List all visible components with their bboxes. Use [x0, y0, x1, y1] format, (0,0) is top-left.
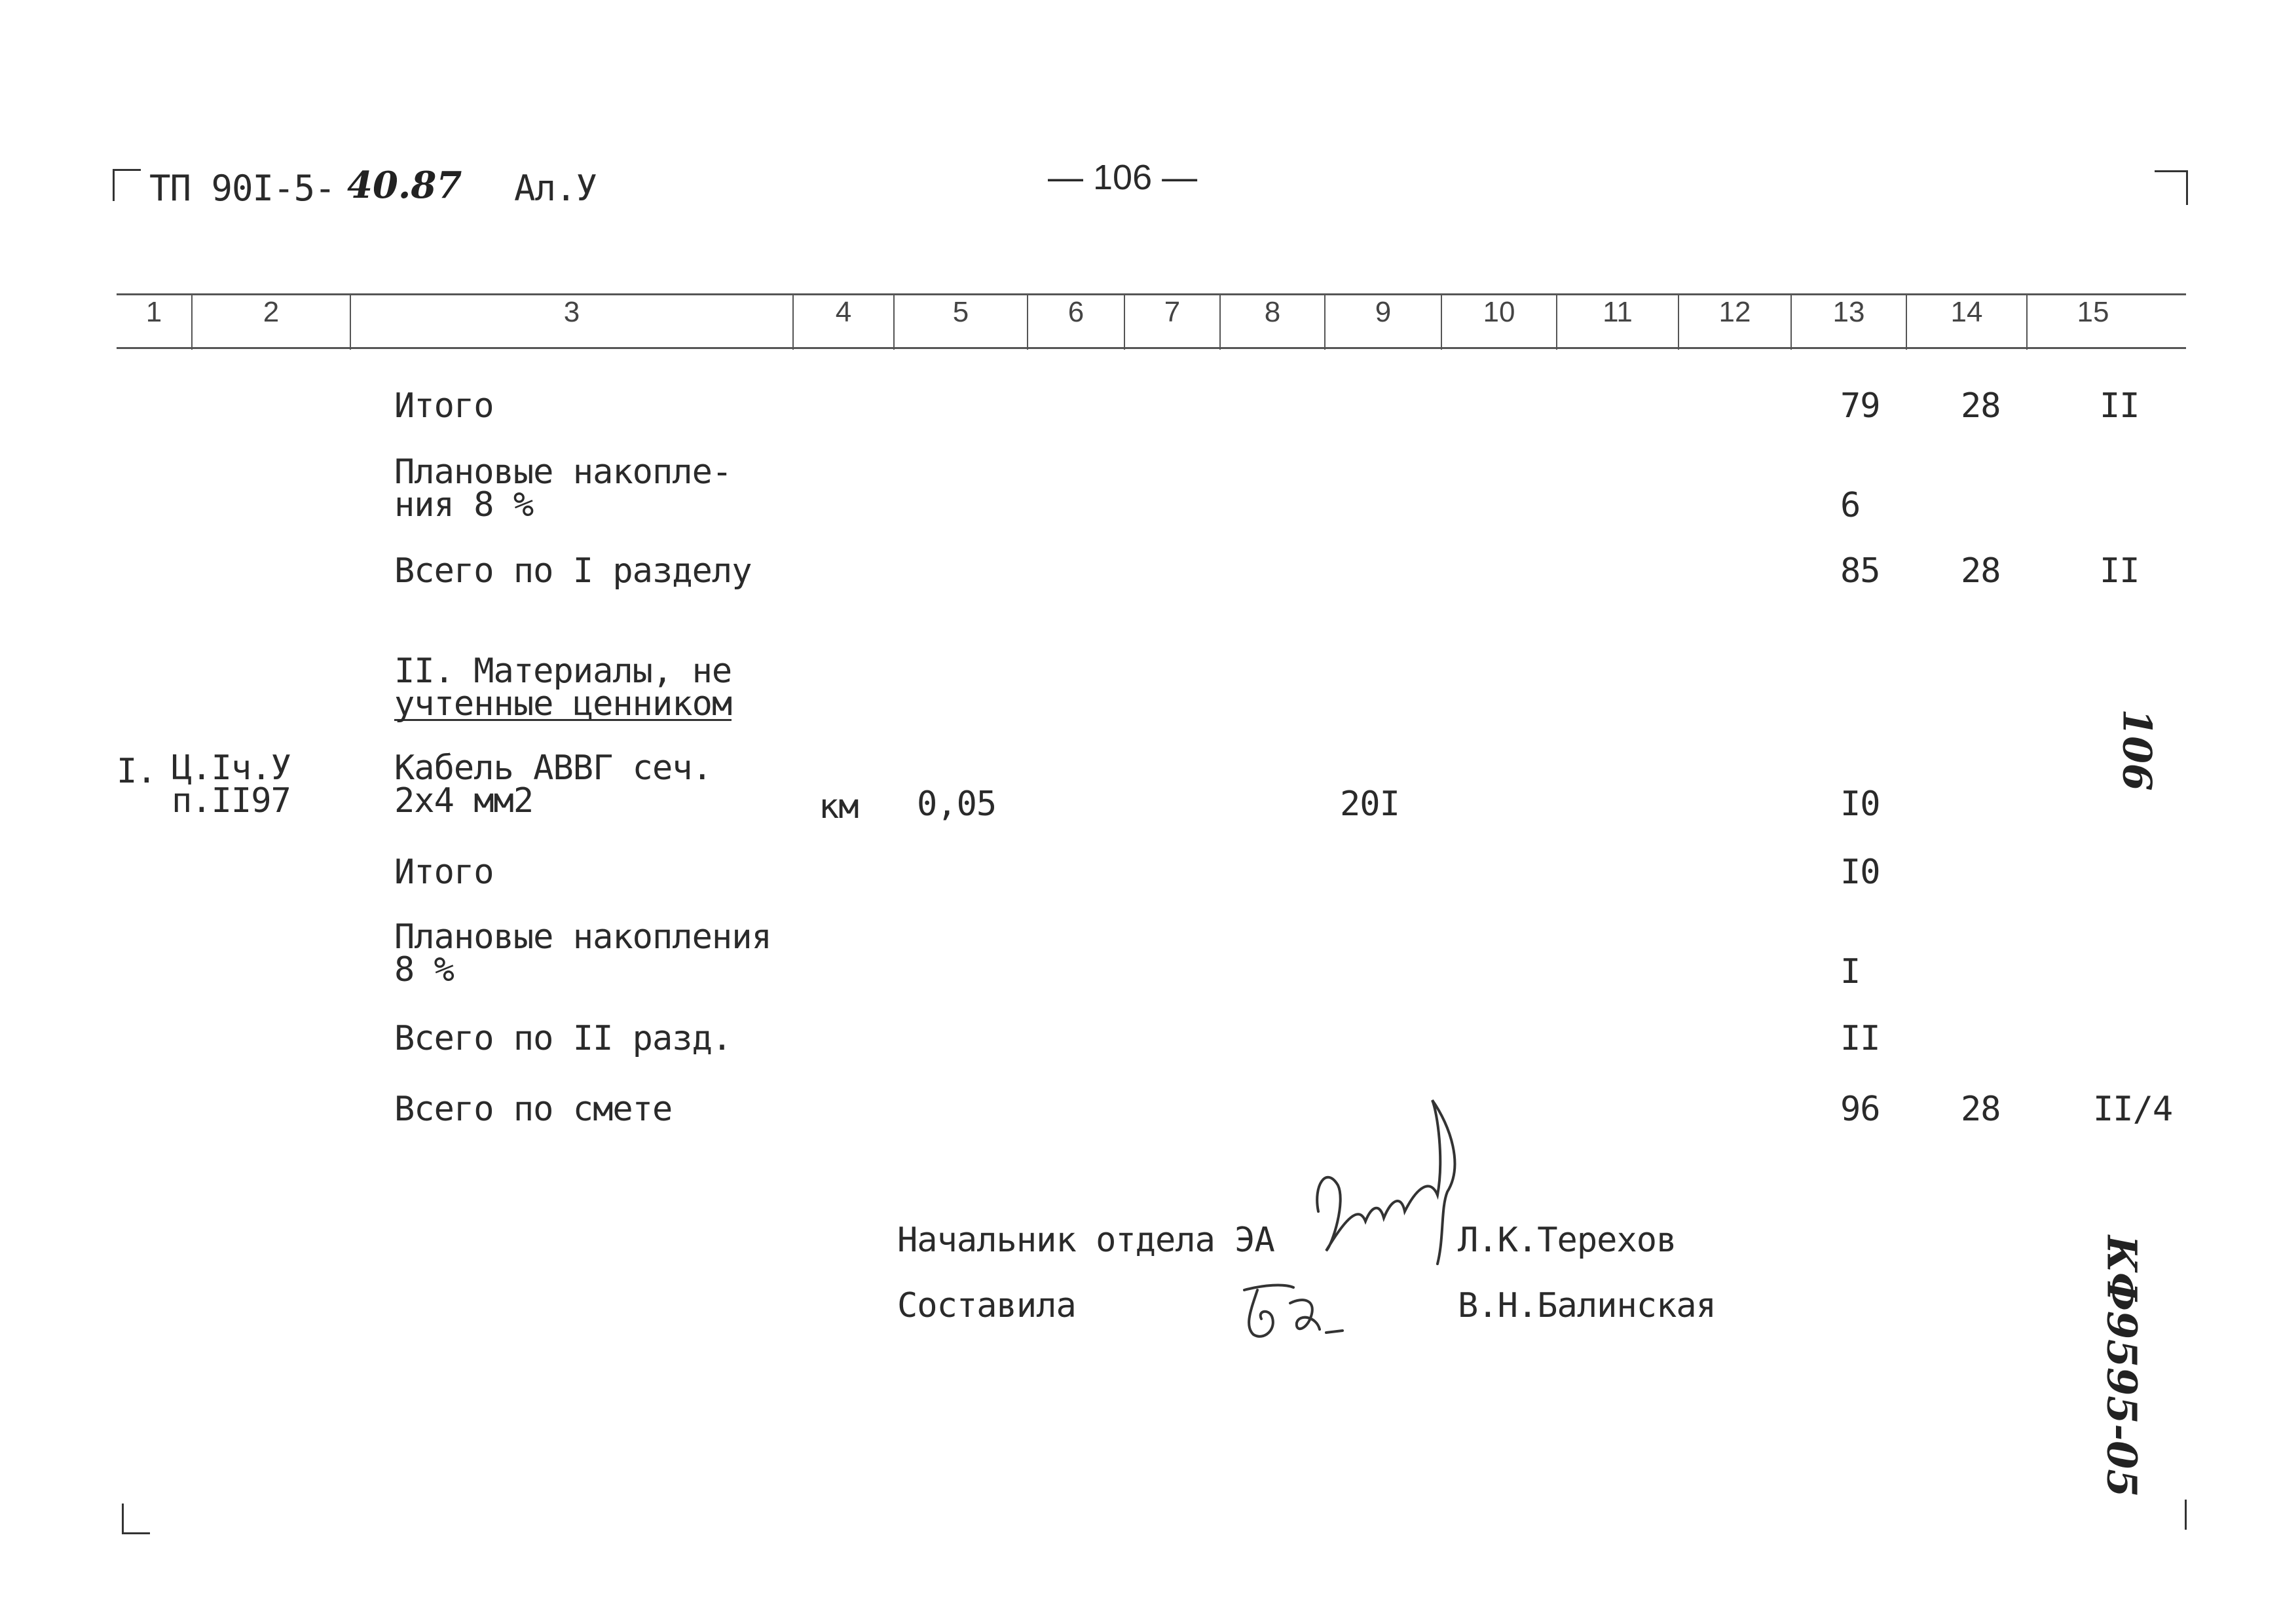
- page-number: [1048, 157, 1197, 198]
- cell-col14: 28: [1961, 386, 2001, 426]
- cell-col13: 79: [1840, 386, 1880, 426]
- head-signature: [1307, 1087, 1477, 1270]
- cell-col13: 6: [1840, 486, 1861, 525]
- head-title: Начальник отдела ЭА: [897, 1221, 1274, 1260]
- row-description-line: Кабель АВВГ сеч.: [394, 748, 712, 788]
- row-description: Всего по смете: [394, 1090, 673, 1129]
- cell-col13: I: [1840, 952, 1861, 991]
- cell-col13: I0: [1840, 784, 1880, 824]
- table-header-top-rule: [117, 293, 2186, 295]
- margin-page-number: 106: [2113, 709, 2160, 791]
- row-description: [394, 748, 712, 821]
- row-description-line: Плановые накопления: [394, 917, 771, 957]
- doc-code: ТП 90I-5-: [149, 168, 335, 209]
- corner-mark-bottom-right: [2185, 1500, 2187, 1530]
- row-description: Всего по I разделу: [394, 551, 752, 591]
- row-description-line: Плановые накопле-: [394, 452, 732, 492]
- row-description-line: 8 %: [394, 950, 454, 989]
- doc-code-handwritten: 40.87: [347, 164, 462, 207]
- column-number: 14: [1950, 296, 1983, 328]
- cell-col15: II/4: [2093, 1090, 2173, 1129]
- column-number: 3: [563, 296, 580, 328]
- column-number: 15: [2077, 296, 2109, 328]
- cell-col15: II: [2100, 551, 2140, 591]
- row-description: Итого: [394, 853, 494, 892]
- column-number: 4: [835, 296, 852, 328]
- compiler-title: Составила: [897, 1286, 1076, 1325]
- row-description-line: 2х4 мм2: [394, 781, 534, 821]
- dash-left: —: [1048, 158, 1094, 197]
- corner-mark-bottom-left: [122, 1504, 150, 1534]
- column-number: 13: [1832, 296, 1865, 328]
- column-number: 6: [1067, 296, 1085, 328]
- corner-mark-top-left: [113, 169, 141, 201]
- column-number: 10: [1483, 296, 1515, 328]
- row-description: Всего по II разд.: [394, 1019, 732, 1058]
- price-code: [172, 748, 291, 821]
- cell-col14: 28: [1961, 1090, 2001, 1129]
- row-description: [394, 917, 771, 989]
- section-title: [394, 652, 732, 724]
- page-number-value: 106: [1093, 158, 1153, 197]
- section-title-line: учтенные ценником: [394, 684, 732, 724]
- cell-col13: II: [1840, 1019, 1880, 1058]
- corner-mark-top-right: [2155, 170, 2188, 205]
- head-name: Л.К.Терехов: [1458, 1221, 1677, 1260]
- cell-unit: км: [819, 787, 859, 826]
- column-number: 5: [952, 296, 969, 328]
- row-description: Итого: [394, 386, 494, 426]
- column-number: 8: [1264, 296, 1281, 328]
- cell-quantity: 0,05: [917, 784, 997, 824]
- album-label: Ал.У: [514, 168, 597, 209]
- cell-col13: 85: [1840, 551, 1880, 591]
- price-code-line: Ц.Iч.У: [172, 748, 291, 788]
- cell-col13: 96: [1840, 1090, 1880, 1129]
- dash-right: —: [1152, 158, 1198, 197]
- compiler-name: В.Н.Балинская: [1458, 1286, 1716, 1325]
- column-number: 7: [1164, 296, 1181, 328]
- item-number: I.: [117, 752, 157, 791]
- price-code-line: п.II97: [172, 781, 291, 821]
- archive-code: КФ9595-05: [2098, 1235, 2146, 1498]
- cell-col14: 28: [1961, 551, 2001, 591]
- cell-col13: I0: [1840, 853, 1880, 892]
- section-title-line: II. Материалы, не: [394, 652, 732, 691]
- row-description: [394, 452, 732, 525]
- row-description-line: ния 8 %: [394, 485, 534, 525]
- cell-col15: II: [2100, 386, 2140, 426]
- column-number: 1: [145, 296, 162, 328]
- column-number: 11: [1603, 296, 1633, 328]
- column-number: 12: [1718, 296, 1751, 328]
- column-number: 2: [263, 296, 280, 328]
- column-number: 9: [1375, 296, 1392, 328]
- compiler-signature: [1231, 1270, 1349, 1349]
- table-header-bottom-rule: [117, 347, 2186, 349]
- cell-col9: 20I: [1340, 784, 1400, 824]
